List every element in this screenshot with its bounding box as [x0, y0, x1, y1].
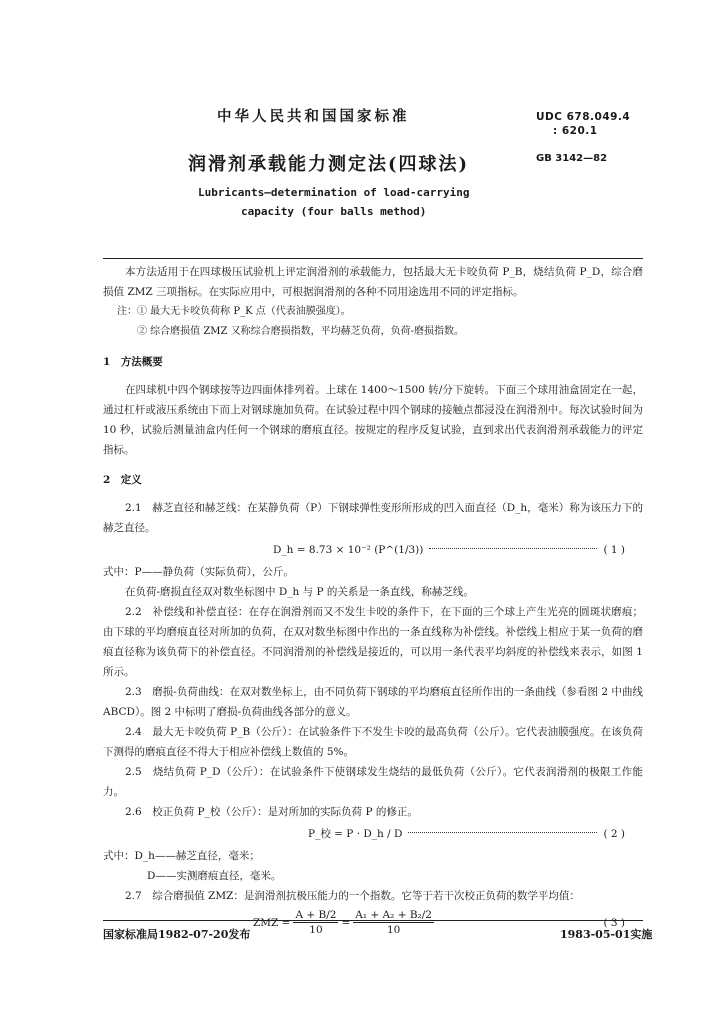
national-standard-heading: 中华人民共和国国家标准 — [217, 108, 410, 125]
section-1-paragraph: 在四球机中四个钢球按等边四面体排列着。上球在 1400～1500 转/分下旋转。下面三个球用油盒固定在一起，通过杠杆或液压系统由下而上对钢球施加负荷。在试验过程中四个钢球的接触点都浸没在润滑剂中。每次试验时间为 10 秒，试验后测量油盒内任何一个钢球的磨痕直径。按规定的程序反复试验，直到求出代表润滑剂承载能力的评定指标。 — [103, 384, 643, 456]
footer-divider — [103, 920, 643, 921]
formula-2-number: ( 2 ) — [603, 828, 625, 840]
formula-2-leader — [408, 832, 597, 833]
udc-code-line1: UDC 678.049.4 — [536, 111, 631, 123]
effective-date: 1983-05-01实施 — [560, 928, 653, 941]
english-title-line1: Lubricants—determination of load-carrying — [198, 186, 470, 199]
formula-3-fraction-2-numerator: A₁ + A₂ + B₂/2 — [355, 909, 432, 921]
clause-2-2: 2.2 补偿线和补偿直径：在存在润滑剂而又不发生卡咬的条件下，在下面的三个球上产生光亮的圆斑状磨痕；由下球的平均磨痕直径对所加的负荷，在双对数坐标图中作出的一条直线称为补偿线。补偿线上相应于某一负荷的磨痕直径称为该负荷下的补偿直径。不同润滑剂的补偿线是接近的，可以用一条代表平均斜度的补偿线来表示，如图 1 所示。 — [103, 606, 643, 678]
formula-2-where-2: D——实测磨痕直径，毫米。 — [147, 870, 282, 882]
formula-1-expression: D_h = 8.73 × 10⁻² (P^(1/3)) — [273, 544, 424, 556]
formula-3-fraction-1-numerator: A + B/2 — [295, 909, 337, 921]
section-2-heading: 2 定义 — [103, 474, 142, 486]
formula-1-where: 式中：P——静负荷（实际负荷），公斤。 — [103, 566, 294, 578]
intro-note-2: ② 综合磨损值 ZMZ 又称综合磨损指数，平均赫芝负荷，负荷-磨损指数。 — [137, 326, 465, 337]
clause-2-5: 2.5 烧结负荷 P_D（公斤）：在试验条件下使钢球发生烧结的最低负荷（公斤）。它代表润滑剂的极限工作能力。 — [103, 766, 643, 798]
english-title-line2: capacity (four balls method) — [241, 205, 427, 218]
formula-3-fraction-2-denominator: 10 — [386, 924, 401, 936]
formula-1-number: ( 1 ) — [603, 544, 625, 556]
document-title: 润滑剂承载能力测定法(四球法) — [188, 154, 470, 175]
clause-2-7: 2.7 综合磨损值 ZMZ：是润滑剂抗极压能力的一个指数。它等于若干次校正负荷的数学平均值： — [125, 890, 580, 902]
formula-1-leader — [429, 548, 597, 549]
gb-standard-number: GB 3142—82 — [536, 153, 608, 164]
formula-3-equals: = — [341, 916, 351, 929]
formula-2-where-1: 式中：D_h——赫芝直径，毫米； — [103, 850, 260, 862]
formula-2-expression: P_校 = P · D_h / D — [308, 828, 403, 840]
formula-2 — [103, 824, 643, 844]
formula-3-fraction-2 — [353, 908, 434, 937]
udc-code-line2: : 620.1 — [553, 125, 598, 137]
intro-note-1: 注：① 最大无卡咬负荷称 P_K 点（代表油膜强度）。 — [117, 306, 351, 317]
formula-3-number: ( 3 ) — [603, 916, 625, 929]
clause-2-4: 2.4 最大无卡咬负荷 P_B（公斤）：在试验条件下不发生卡咬的最高负荷（公斤）。它代表油膜强度。在该负荷下测得的磨痕直径不得大于相应补偿线上数值的 5%。 — [103, 726, 643, 758]
document-body — [103, 262, 643, 939]
clause-2-1: 2.1 赫芝直径和赫芝线：在某静负荷（P）下钢球弹性变形所形成的凹入面直径（D_h，毫米）称为该压力下的赫芝直径。 — [103, 502, 643, 534]
clause-2-3: 2.3 磨损-负荷曲线：在双对数坐标上，由不同负荷下钢球的平均磨痕直径所作出的一条曲线（参看图 2 中曲线 ABCD）。图 2 中标明了磨损-负荷曲线各部分的意义。 — [103, 686, 643, 718]
clause-2-6: 2.6 校正负荷 P_校（公斤）：是对所加的实际负荷 P 的修正。 — [125, 806, 418, 818]
formula-3-fraction-1 — [293, 908, 338, 937]
intro-paragraph: 本方法适用于在四球极压试验机上评定润滑剂的承载能力，包括最大无卡咬负荷 P_B，烧结负荷 P_D，综合磨损值 ZMZ 三项指标。在实际应用中，可根据润滑剂的各种不同用途选用不同的评定指标。 — [103, 266, 643, 298]
approval-date: 国家标准局1982-07-20发布 — [103, 928, 251, 941]
formula-3-lhs: ZMZ = — [253, 916, 291, 929]
hertz-line-definition: 在负荷-磨损直径双对数坐标图中 D_h 与 P 的关系是一条直线，称赫芝线。 — [125, 586, 474, 598]
header-divider — [103, 258, 643, 259]
section-1-heading: 1 方法概要 — [103, 356, 163, 368]
formula-3-fraction-1-denominator: 10 — [309, 924, 323, 936]
formula-1 — [103, 540, 643, 560]
